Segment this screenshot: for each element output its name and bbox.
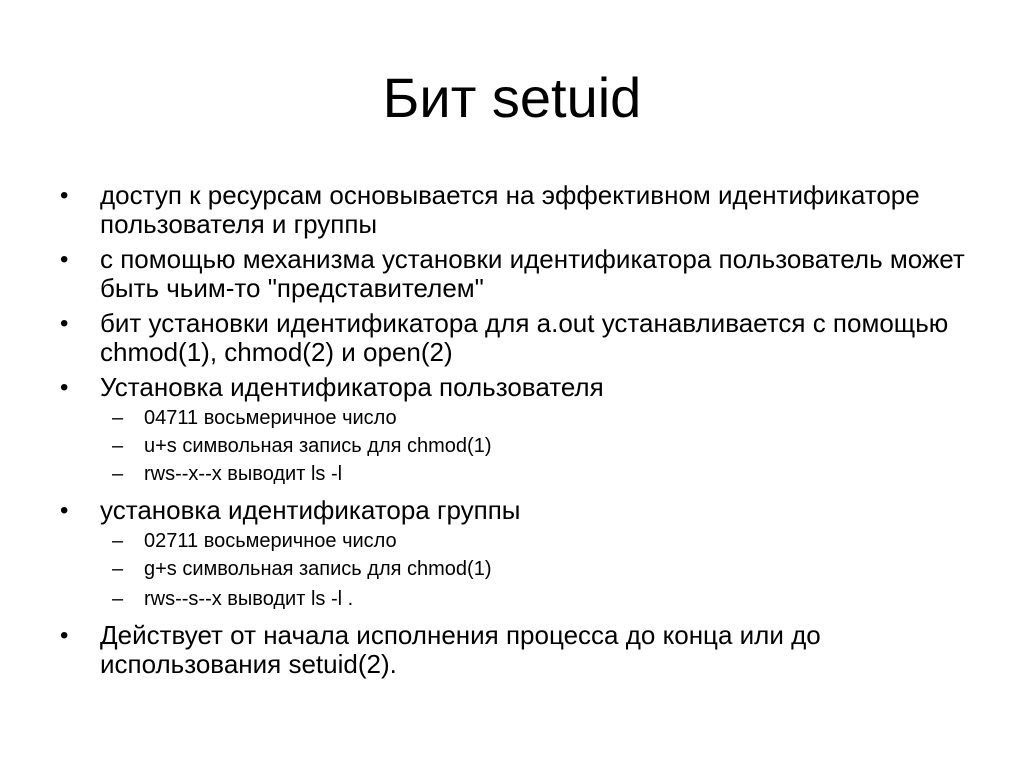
bullet-item: [60, 245, 980, 303]
bullet-marker: •: [60, 310, 69, 337]
sub-item: [60, 587, 980, 611]
sub-item: [60, 434, 980, 458]
dash-marker: –: [112, 588, 124, 610]
bullet-marker: •: [60, 182, 69, 209]
bullet-item: [60, 621, 980, 679]
sub-item: [60, 529, 980, 553]
bullet-marker: •: [60, 497, 69, 524]
dash-marker: –: [112, 463, 124, 485]
sub-item: [60, 557, 980, 581]
bullet-text: Установка идентификатора пользователя: [100, 372, 604, 402]
bullet-marker: •: [60, 246, 69, 273]
bullet-text: с помощью механизма установки идентификатора пользователь может быть чьим-то "представителем": [100, 244, 965, 303]
bullet-list: [60, 181, 980, 685]
sub-item-text: 02711 восьмеричное число: [144, 530, 397, 552]
sub-item-text: u+s символьная запись для chmod(1): [144, 435, 492, 457]
slide-title: Бит setuid: [382, 66, 642, 129]
sub-item-text: rws--s--x выводит ls -l .: [144, 588, 354, 610]
sub-item-text: g+s символьная запись для chmod(1): [144, 558, 492, 580]
bullet-marker: •: [60, 622, 69, 649]
bullet-item: [60, 496, 980, 525]
sub-item: [60, 462, 980, 486]
bullet-text: установка идентификатора группы: [100, 495, 521, 525]
dash-marker: –: [112, 435, 124, 457]
bullet-item: [60, 181, 980, 239]
bullet-text: Действует от начала исполнения процесса до конца или до использования setuid(2).: [100, 620, 821, 679]
bullet-text: бит установки идентификатора для a.out устанавливается с помощью chmod(1), chmod(2) и open(2): [100, 308, 949, 367]
bullet-item: [60, 373, 980, 402]
bullet-item: [60, 309, 980, 367]
dash-marker: –: [112, 407, 124, 429]
sub-item-text: rws--x--x выводит ls -l: [144, 463, 343, 485]
dash-marker: –: [112, 558, 124, 580]
bullet-marker: •: [60, 374, 69, 401]
sub-item: [60, 406, 980, 430]
sub-item-text: 04711 восьмеричное число: [144, 407, 397, 429]
dash-marker: –: [112, 530, 124, 552]
bullet-text: доступ к ресурсам основывается на эффективном идентификаторе пользователя и группы: [100, 180, 920, 239]
